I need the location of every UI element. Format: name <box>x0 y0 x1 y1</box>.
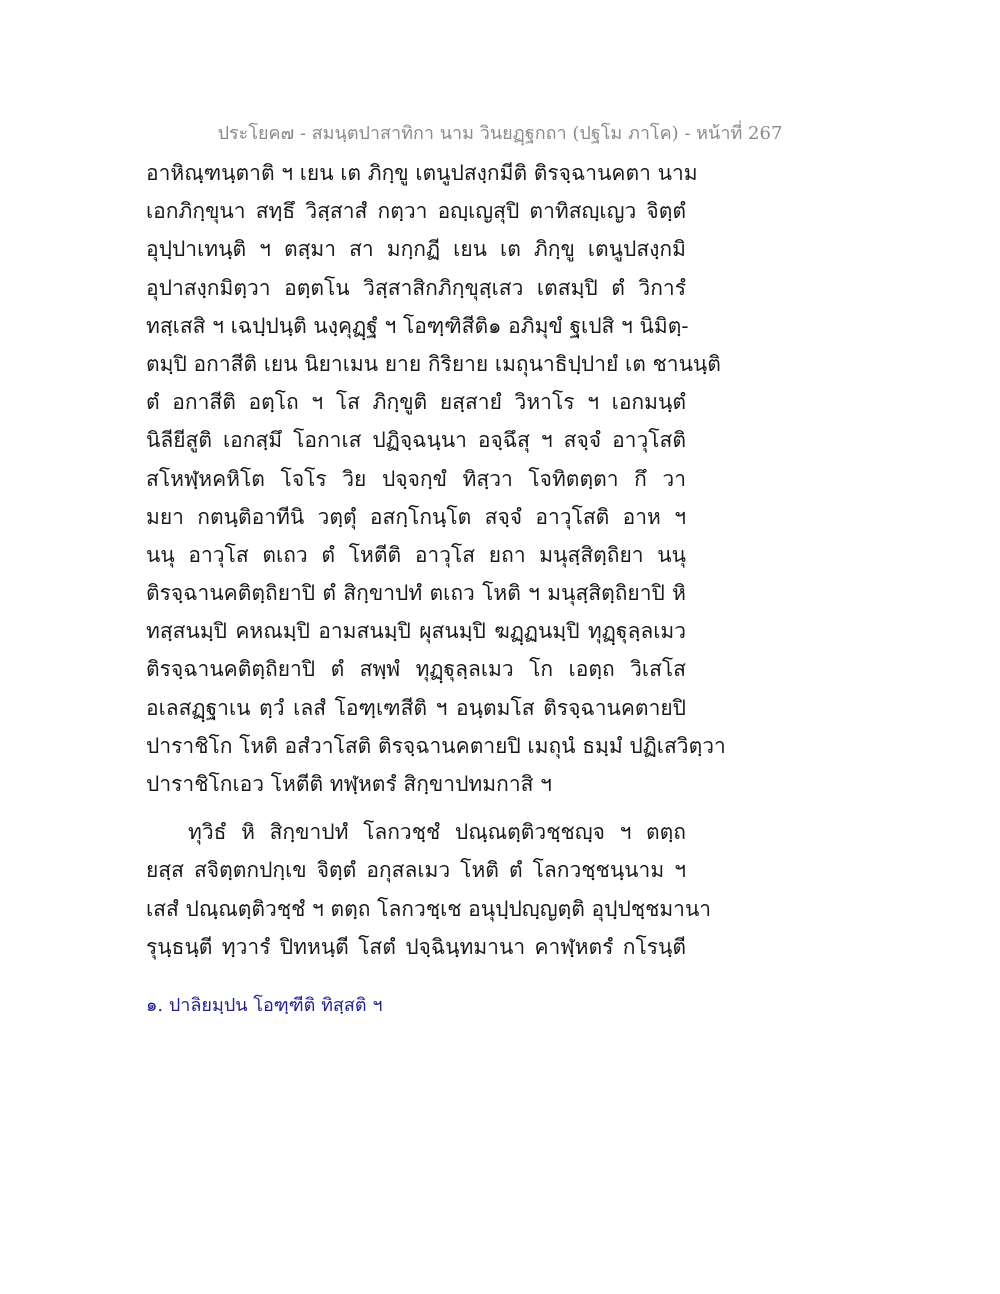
text-line: รุนฺธนฺตี ทฺวารํ ปิทหนฺตี โสตํ ปจฺฉินฺทมานา คาฬฺหตรํ กโรนฺตี <box>146 934 686 959</box>
text-line: ตํ อกาสีติ อตฺโถ ฯ โส ภิกฺขูติ ยสฺสายํ วิหาโร ฯ เอกมนฺตํ <box>146 390 686 415</box>
text-line: ปาราชิโกเอว โหตีติ ทฬฺหตรํ สิกฺขาปทมกาสิ ฯ <box>146 772 552 796</box>
text-line: เสสํ ปณฺณตฺติวชฺชํ ฯ ตตฺถ โลกวชฺเช อนุปฺปญฺญตฺติ อุปฺปชฺชมานา <box>146 896 712 921</box>
text-line: นิลียีสูติ เอกสฺมึ โอกาเส ปฏิจฺฉนฺนา อจฺฉึสุ ฯ สจฺจํ อาวุโสติ <box>146 428 686 453</box>
text-line: ทุวิธํ หิ สิกฺขาปทํ โลกวชฺชํ ปณฺณตฺติวชฺชญฺจ ฯ ตตฺถ <box>188 820 686 845</box>
main-text <box>146 154 726 966</box>
paragraph-2 <box>146 813 712 966</box>
paragraph-1 <box>146 154 726 803</box>
text-line: ติรจฺฉานคติตฺถิยาปิ ตํ สิกฺขาปทํ ตเถว โหติ ฯ มนุสฺสิตฺถิยาปิ หิ <box>146 581 686 606</box>
text-line: อาหิณฺฑนฺตาติ ฯ เยน เต ภิกฺขู เตนูปสงฺกมีติ ติรจฺฉานคตา นาม <box>146 161 698 185</box>
text-line: ทสฺสนมฺปิ คหณมฺปิ อามสนมฺปิ ผุสนมฺปิ ฆฏฺฏนมฺปิ ทุฏฺฐุลฺลเมว <box>146 619 686 644</box>
page-header: ประโยค๗ - สมนฺตปาสาทิกา นาม วินยฏฺฐกถา (ปฐโม ภาโค) - หน้าที่ 267 <box>217 123 783 144</box>
text-line: ตมฺปิ อกาสีติ เยน นิยาเมน ยาย กิริยาย เมถุนาธิปฺปายํ เต ชานนฺติ <box>146 351 721 376</box>
text-line: นนุ อาวุโส ตเถว ตํ โหตีติ อาวุโส ยถา มนุสฺสิตฺถิยา นนุ <box>146 542 686 567</box>
text-line: สโหฬฺหคหิโต โจโร วิย ปจฺจกฺขํ ทิสฺวา โจทิตตฺตา กึ วา <box>146 466 686 491</box>
text-line: เอกภิกฺขุนา สทฺธึ วิสฺสาสํ กตฺวา อญฺเญสุปิ ตาทิสญฺเญว จิตฺตํ <box>146 199 686 224</box>
paragraph-gap <box>146 803 686 813</box>
text-line: มยา กตนฺติอาทีนิ วตฺตุํ อสกฺโกนฺโต สจฺจํ อาวุโสติ อาห ฯ <box>146 504 686 529</box>
text-line: ปาราชิโก โหติ อสํวาโสติ ติรจฺฉานคตายปิ เมถุนํ ธมฺมํ ปฏิเสวิตฺวา <box>146 733 726 758</box>
text-line: ติรจฺฉานคติตฺถิยาปิ ตํ สพฺพํ ทุฏฺฐุลฺลเมว โก เอตฺถ วิเสโส <box>146 657 686 682</box>
text-line: อุปาสงฺกมิตฺวา อตฺตโน วิสฺสาสิกภิกฺขุสฺเสว เตสมฺปิ ตํ วิการํ <box>146 275 686 300</box>
text-line: อเลสฏฺฐาเน ตฺวํ เลสํ โอฑฺเฑสีติ ฯ อนฺตมโส ติรจฺฉานคตายปิ <box>146 695 686 720</box>
text-line: อุปฺปาเทนฺติ ฯ ตสฺมา สา มกฺกฏี เยน เต ภิกฺขู เตนูปสงฺกมิ <box>146 237 686 262</box>
text-line: ทสฺเสสิ ฯ เฉปฺปนฺติ นงฺคุฏฺฐํ ฯ โอฑฺฑิสีติ๑ อภิมุขํ ฐเปสิ ฯ นิมิตฺ- <box>146 313 689 338</box>
footnote: ๑. ปาลิยมฺปน โอฑฺฑีติ ทิสฺสติ ฯ <box>146 995 383 1016</box>
text-line: ยสฺส สจิตฺตกปกฺเข จิตฺตํ อกุสลเมว โหติ ตํ โลกวชฺชนฺนาม ฯ <box>146 858 686 883</box>
